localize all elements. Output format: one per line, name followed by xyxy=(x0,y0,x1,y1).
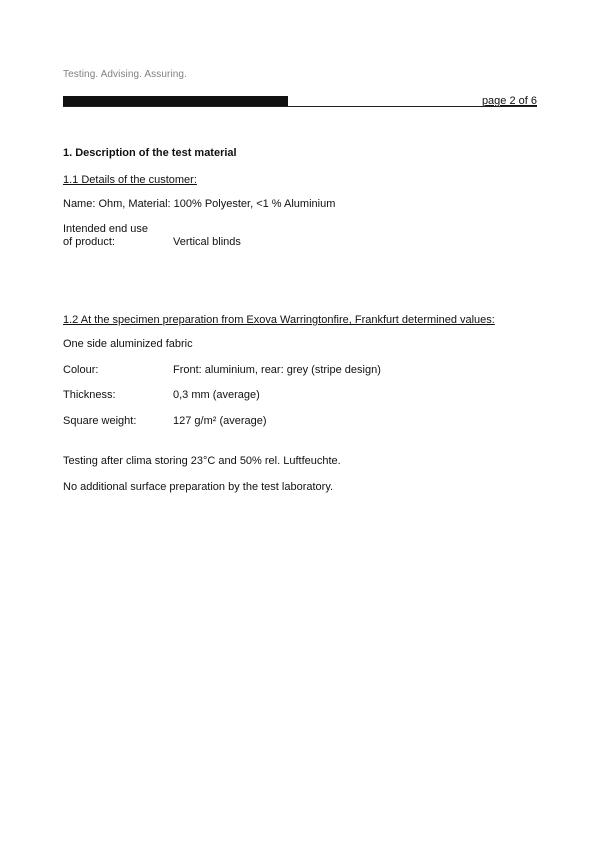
customer-name-line: Name: Ohm, Material: 100% Polyester, <1 % Aluminium xyxy=(63,198,336,210)
subsection-1-title: 1.1 Details of the customer: xyxy=(63,174,197,186)
subsection-2-title: 1.2 At the specimen preparation from Exova Warringtonfire, Frankfurt determined values: xyxy=(63,314,495,326)
end-use-label-2: of product: xyxy=(63,236,115,248)
square-weight-label: Square weight: xyxy=(63,415,137,427)
thickness-label: Thickness: xyxy=(63,389,116,401)
square-weight-value: 127 g/m² (average) xyxy=(173,415,267,427)
section-heading: 1. Description of the test material xyxy=(63,147,237,159)
colour-value: Front: aluminium, rear: grey (stripe design) xyxy=(173,364,381,376)
thickness-value: 0,3 mm (average) xyxy=(173,389,260,401)
preparation-note: No additional surface preparation by the test laboratory. xyxy=(63,481,334,493)
colour-label: Colour: xyxy=(63,364,99,376)
fabric-description: One side aluminized fabric xyxy=(63,338,193,350)
redacted-block xyxy=(63,96,288,106)
header-line xyxy=(63,106,537,107)
testing-note: Testing after clima storing 23°C and 50% rel. Luftfeuchte. xyxy=(63,455,341,467)
page-number: page 2 of 6 xyxy=(481,95,537,107)
tagline: Testing. Advising. Assuring. xyxy=(63,69,187,80)
end-use-value: Vertical blinds xyxy=(173,236,241,248)
end-use-label: Intended end use xyxy=(63,223,149,235)
